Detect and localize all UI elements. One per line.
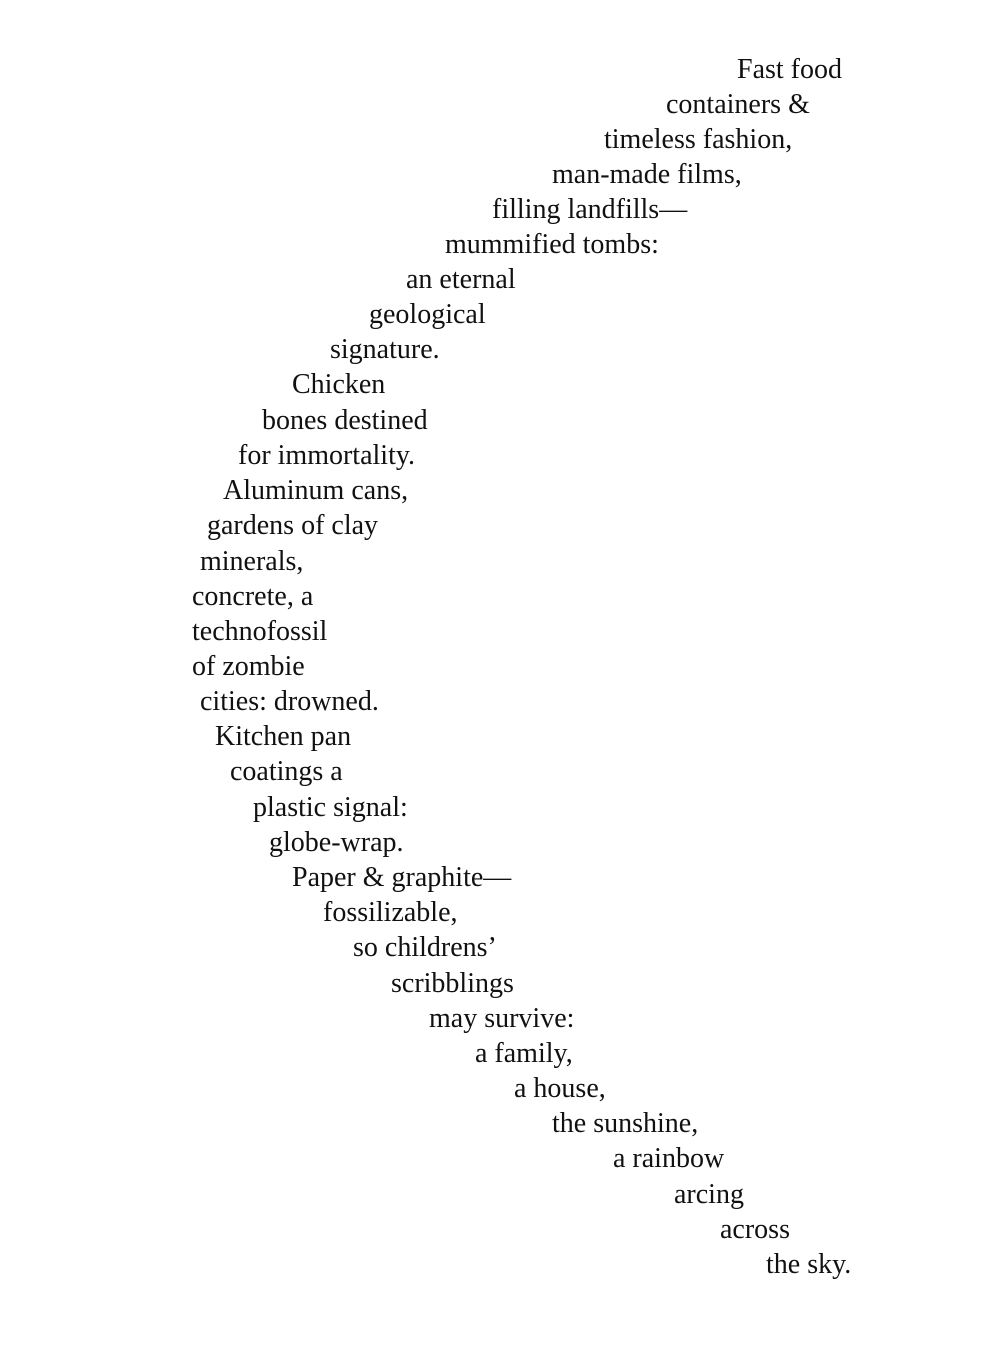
- poem-line: technofossil: [192, 616, 328, 647]
- poem-line: minerals,: [200, 546, 304, 577]
- poem-line: a family,: [475, 1038, 573, 1069]
- poem-line: for immortality.: [238, 440, 416, 471]
- poem-line: fossilizable,: [323, 897, 458, 928]
- poem-line: concrete, a: [192, 581, 314, 612]
- poem-line: containers &: [666, 89, 810, 120]
- poem-line: Chicken: [292, 369, 386, 400]
- poem-line: so childrens’: [353, 932, 497, 963]
- poem-line: coatings a: [230, 756, 343, 787]
- poem-line: may survive:: [429, 1003, 575, 1034]
- poem-line: cities: drowned.: [200, 686, 379, 717]
- poem-line: the sunshine,: [552, 1108, 699, 1139]
- poem-line: Fast food: [737, 54, 842, 85]
- poem-line: signature.: [330, 334, 440, 365]
- poem-line: mummified tombs:: [445, 229, 659, 260]
- poem-line: across: [720, 1214, 790, 1245]
- poem-line: filling landfills—: [492, 194, 688, 225]
- poem-line: an eternal: [406, 264, 516, 295]
- poem-line: bones destined: [262, 405, 428, 436]
- poem-line: globe-wrap.: [269, 827, 404, 858]
- poem-line: of zombie: [192, 651, 305, 682]
- poem-line: geological: [369, 299, 486, 330]
- poem-line: a rainbow: [613, 1143, 725, 1174]
- poem-line: man-made films,: [552, 159, 742, 190]
- poem-line: timeless fashion,: [604, 124, 793, 155]
- poem-line: Paper & graphite—: [292, 862, 512, 893]
- poem-line: Aluminum cans,: [223, 475, 409, 506]
- poem-line: Kitchen pan: [215, 721, 352, 752]
- poem-line: a house,: [514, 1073, 606, 1104]
- poem-line: gardens of clay: [207, 510, 379, 541]
- poem-line: scribblings: [391, 968, 514, 999]
- poem-line: plastic signal:: [253, 792, 408, 823]
- poem-line: arcing: [674, 1179, 744, 1210]
- poem-line: the sky.: [766, 1249, 852, 1280]
